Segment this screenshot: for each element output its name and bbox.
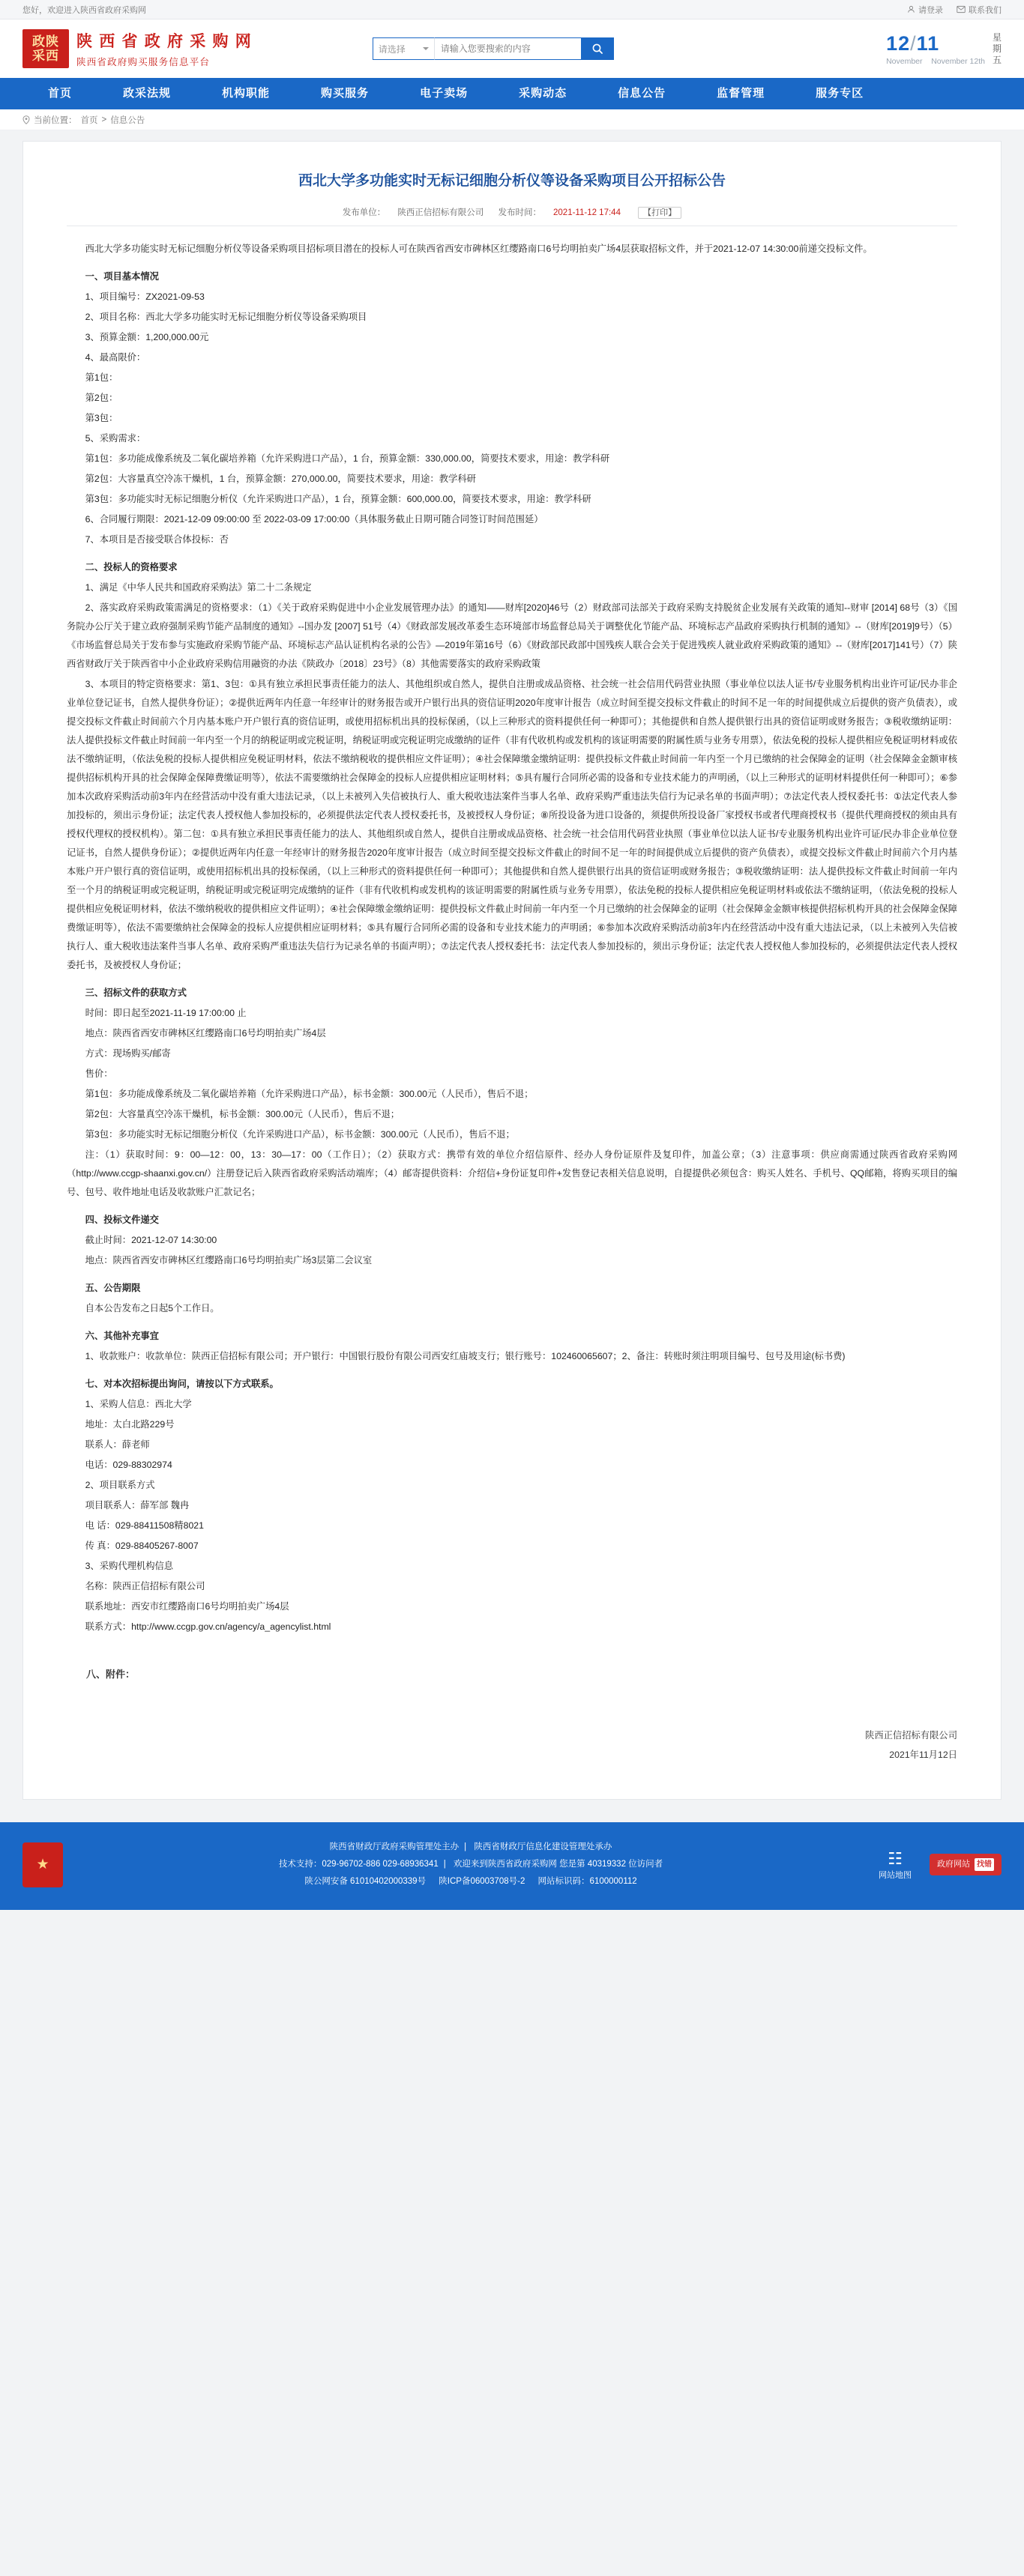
doc-paragraph: 自本公告发布之日起5个工作日。 [85,1303,220,1313]
breadcrumb-sep: > [101,115,107,124]
utility-bar [0,0,1024,19]
sitemap-icon: ☷ [888,1848,903,1868]
print-button[interactable]: 【打印】 [638,207,681,219]
footer-support: 技术支持：029-96702-886 029-68936341 [278,1860,439,1869]
footer-police-record[interactable]: 陕公网安备 61010402000339号 [304,1877,427,1886]
search-input[interactable] [434,37,581,60]
user-icon [907,5,915,13]
signature-company: 陕西正信招标有限公司 [865,1730,957,1741]
welcome-text: 您好，欢迎进入陕西省政府采购网 [22,5,146,15]
date-month-en: November [886,56,923,66]
date-widget [886,32,1002,66]
search-icon [591,43,603,55]
contact-link[interactable] [957,4,1002,16]
doc-paragraph: 第1包：多功能成像系统及二氧化碳培养箱（允许采购进口产品），标书金额：300.00元（人民币），售后不退； [85,1089,534,1099]
nav-item-policy[interactable]: 政采法规 [123,87,172,100]
document-meta [67,206,957,226]
doc-paragraph: 2、落实政府采购政策需满足的资格要求：（1）《关于政府采购促进中小企业发展管理办法》的通知——财库[2020]46号（2）财政部司法部关于政府采购支持脱贫企业发展有关政策的通知--财审 [2014] 68号（3）《国务院办公厅关于建立政府强制采购节能产品制度的通知》--国办发 [2007] 51号（4）《财政部发展改革委生态环境部市场监督总局关于调整优化节能产品、环境标志产品政府采购执行机制的通知》--（财库[2019]9号）（5）《市场监督总局关于发布参与实施政府采购节能产品、环境标志产品认证机构名录的公告》—2019年第16号（6）《财政部民政部中国残疾人联合会关于促进残疾人就业政府采购政策的通知》--（财库[2017]141号）（7）陕西省财政厅关于陕西省中小企业政府采购信用融资的办法《陕政办〔2018〕23号》（8）其他需要落实的政府采购政策 [67,602,957,669]
doc-paragraph: 售价： [85,1068,113,1079]
footer-icp[interactable]: 陕ICP备06003708号-2 [439,1877,525,1886]
weekday-line3: 五 [992,54,1002,65]
doc-paragraph: 7、本项目是否接受联合体投标：否 [85,534,229,545]
site-subtitle: 陕西省政府购买服务信息平台 [76,57,211,67]
doc-paragraph: 五、公告期限 [85,1283,141,1293]
sitemap-label: 网站地图 [879,1870,912,1880]
logo-mark-line2: 采西 [32,49,59,63]
doc-paragraph: 联系方式：http://www.ccgp.gov.cn/agency/a_agencylist.html [85,1621,331,1632]
nav-item-supervision[interactable]: 监督管理 [717,87,765,100]
signature-date: 2021年11月12日 [889,1750,957,1760]
doc-paragraph: 3、本项目的特定资格要求：第1、3包：①具有独立承担民事责任能力的法人、其他组织或自然人，提供自注册或成品资格、社会统一社会信用代码营业执照（事业单位以法人证书/专业服务机构出业许可证/民办非企业单位登记证书，自然人提供身份证）；②提供近两年内任意一年经审计的财务报告或开户银行出具的资信证明2020年度审计报告（成立时间至提交投标文件截止的时间不足一年的时间提供成立后提供的资产负债表），或提交投标文件截止时间前六个月内基本账户开户银行真的资信证明，或使用招标机出具的投标保函，（以上三种形式的资料提供任何一种即可）；其他提供和自然人提供银行出具的资信证明或财务报告；③税收缴纳证明：法人提供投标文件截止时间前一年内至一个月的纳税证明或完税证明，纳税证明或完税证明完成缴纳的证件（非有代收机构或发机构的该证明需要的附属性质与业务专用票），依法免税的投标人提供相应免税证明材料或依法不缴纳证明，（依法免税的投标人提供相应免税证明材料，依法不缴纳税收的提供相应文件证明）；④社会保障缴金缴纳证明：提供投标文件截止时间前一年内至一个月已缴纳的社会保障金的证明（社会保障金金额审核提供招标机构开具的社会保障金保障费缴证明等），依法不需要缴纳社会保障金的投标人应提供相应证明材料；⑤具有履行合同所必需的设备和专业技术能力的声明函，（以上三种形式的证明材料提供任何一种即可）；⑥参加本次政府采购活动前3年内在经营活动中没有重大违法记录，（以上未被列入失信被执行人、重大税收违法案件当事人名单、政府采购严重违法失信行为记录名单的书面声明）；⑦法定代表人授权委托书：①法定代表人参加投标的，须出示身份证；法定代表人授权他人参加投标的，必须提供法定代表人授权委托书，及被授权人身份证；⑧所投设备为进口设备的，须提供所投设备厂家授权书或者代理商授权书（提供代理商授权的须由具有授权代理权的授权机构）。第二包：①具有独立承担民事责任能力的法人、其他组织或自然人，提供自注册或成品资格、社会统一社会信用代码营业执照（事业单位以法人证书/专业服务机构出业许可证/民办非企业单位登记证书，自然人提供身份证）；②提供近两年内任意一年经审计的财务报告2020年度审计报告（成立时间至提交投标文件截止的时间不足一年的时间提供成立后提供的资产负债表），或提交投标文件截止时间前六个月内基本账户开户银行真的资信证明，或使用招标机出具的投标保函，（以上三种形式的资料提供任何一种即可）；其他提供和自然人提供银行出具的资信证明或财务报告；③税收缴纳证明：法人提供投标文件截止时间前一年内至一个月的纳税证明或完税证明，纳税证明或完税证明完成缴纳的证件（非有代收机构或发机构的该证明需要的附属性质与业务专用票），依法免税的投标人提供相应免税证明材料或依法不缴纳证明，（依法免税的投标人提供相应免税证明材料，依法不缴纳税收的提供相应文件证明）；④社会保障缴金缴纳证明：提供投标文件截止时间前一年内至一个月已缴纳的社会保障金的证明（社会保障金金额审核提供招标机构开具的社会保障金保障费缴证明等），依法不需要缴纳社会保障金的投标人应提供相应证明材料；⑤具有履行合同所必需的设备和专业技术能力的声明函；⑥参加本次政府采购活动前3年内在经营活动中没有重大违法记录，（以上未被列入失信被执行人、重大税收违法案件当事人名单、政府采购严重违法失信行为记录名单的书面声明）；⑦法定代表人授权委托书：法定代表人参加投标的，须出示身份证；法定代表人授权他人参加投标的，必须提供法定代表人授权委托书，及被授权人身份证； [67,679,957,970]
doc-paragraph: 3、采购代理机构信息 [85,1561,174,1571]
breadcrumb-item-home[interactable]: 首页 [80,115,98,125]
doc-paragraph: 截止时间：2021-12-07 14:30:00 [85,1235,217,1245]
gov-badge-main: 政府网站 [937,1860,970,1869]
doc-paragraph: 一、项目基本情况 [85,271,159,282]
doc-paragraph: 时间：即日起至2021-11-19 17:00:00 止 [85,1008,247,1018]
date-separator: / [910,31,917,55]
search-category-select[interactable] [373,37,434,60]
publisher-value: 陕西正信招标有限公司 [397,208,484,217]
doc-paragraph: 地点：陕西省西安市碑林区红缨路南口6号均明拍卖广场4层 [85,1028,326,1038]
gov-badge-sub: 找错 [975,1858,994,1871]
nav-item-service-zone[interactable]: 服务专区 [816,87,864,100]
location-icon [22,115,30,124]
date-day: 11 [916,31,940,55]
date-month: 12 [886,31,911,55]
doc-paragraph: 传 真：029-88405267-8007 [85,1541,199,1551]
government-emblem-icon [22,1842,63,1887]
doc-paragraph: 1、满足《中华人民共和国政府采购法》第二十二条规定 [85,582,312,593]
weekday-label [993,32,1002,66]
doc-paragraph: 第3包：多功能实时无标记细胞分析仪（允许采购进口产品），1 台，预算金额：600,000.00，简要技术要求，用途：教学科研 [85,494,591,504]
breadcrumb-item-announcements[interactable]: 信息公告 [110,115,145,125]
publisher-label: 发布单位： [342,208,386,217]
doc-paragraph: 1、采购人信息：西北大学 [85,1399,192,1409]
doc-paragraph: 第3包： [85,413,118,423]
doc-paragraph: 三、招标文件的获取方式 [85,988,187,998]
doc-paragraph: 地址：太白北路229号 [85,1419,175,1430]
logo-mark-line1: 政陕 [32,34,59,49]
logo-mark-icon [22,29,69,68]
doc-paragraph: 5、采购需求： [85,433,146,444]
doc-paragraph: 第2包：大容量真空冷冻干燥机，标书金额：300.00元（人民币），售后不退； [85,1109,400,1119]
doc-paragraph: 二、投标人的资格要求 [85,562,178,572]
signature-block [67,1726,957,1765]
site-footer: ★ 陕西省财政厅政府采购管理处主办 | 陕西省财政厅信息化建设管理处承办 技术支持：029-96702-886 029-68936341 | 欢迎来到陕西省政府采购网 您是第 40319332 位访问者 陕公网安备 61010402000339号 陕ICP备06003708号-2 网站标识码：6100000112 ☷ 网站地图 政府网站 找错 [0,1822,1024,1910]
date-day-en: November 12th [931,56,985,66]
doc-paragraph: 六、其他补充事宜 [85,1331,159,1341]
nav-item-news[interactable]: 采购动态 [519,87,567,100]
page-title: 西北大学多功能实时无标记细胞分析仪等设备采购项目公开招标公告 [298,173,726,189]
footer-visits: 欢迎来到陕西省政府采购网 您是第 40319332 位访问者 [453,1860,663,1869]
doc-paragraph: 2、项目名称：西北大学多功能实时无标记细胞分析仪等设备采购项目 [85,312,367,322]
doc-paragraph: 西北大学多功能实时无标记细胞分析仪等设备采购项目招标项目潜在的投标人可在陕西省西安市碑林区红缨路南口6号均明拍卖广场4层获取招标文件，并于2021-12-07 14:30:00前递交投标文件。 [85,244,873,254]
footer-sponsor: 陕西省财政厅政府采购管理处主办 [329,1842,460,1851]
emblem-star: ★ [36,1857,49,1872]
document-card [22,141,1002,1800]
document-body [67,240,957,1636]
weekday-line1: 星 [992,31,1002,43]
site-logo[interactable] [22,29,253,68]
doc-paragraph: 1、项目编号：ZX2021-09-53 [85,291,205,302]
nav-item-functions[interactable]: 机构职能 [222,87,271,100]
weekday-line2: 期 [992,43,1002,54]
nav-item-home[interactable]: 首页 [48,87,73,100]
doc-paragraph: 第3包：多功能实时无标记细胞分析仪（允许采购进口产品），标书金额：300.00元（人民币），售后不退； [85,1129,515,1140]
doc-paragraph: 6、合同履行期限：2021-12-09 09:00:00 至 2022-03-09 17:00:00（具体服务截止日期可随合同签订时间范围延） [85,514,543,524]
chevron-down-icon [423,47,429,53]
doc-paragraph: 七、对本次招标提出询问，请按以下方式联系。 [85,1379,279,1389]
footer-site-id: 网站标识码：6100000112 [537,1877,637,1886]
doc-paragraph: 4、最高限价： [85,352,146,363]
search-category-value: 请选择 [378,43,406,55]
gov-site-report-badge[interactable] [930,1854,1002,1875]
doc-paragraph: 四、投标文件递交 [85,1215,159,1225]
publish-time-value: 2021-11-12 17:44 [553,208,621,217]
doc-paragraph: 第2包：大容量真空冷冻干燥机，1 台，预算金额：270,000.00，简要技术要求，用途：教学科研 [85,474,476,484]
nav-item-emarket[interactable]: 电子卖场 [420,87,469,100]
breadcrumb [0,109,1024,130]
attachment-section: 八、附件： [86,1669,136,1680]
doc-paragraph: 第2包： [85,393,118,403]
login-link-label: 请登录 [918,5,943,15]
nav-item-purchase-service[interactable]: 购买服务 [321,87,370,100]
footer-operator: 陕西省财政厅信息化建设管理处承办 [474,1842,612,1851]
doc-paragraph: 项目联系人：薛军部 魏冉 [85,1500,190,1511]
doc-paragraph: 联系人：薛老师 [85,1439,150,1450]
site-title: 陕 西 省 政 府 采 购 网 [76,32,253,50]
doc-paragraph: 方式：现场购买/邮寄 [85,1048,171,1059]
nav-item-announcements[interactable]: 信息公告 [618,87,666,100]
search-bar [373,37,614,60]
sitemap-link[interactable] [879,1849,912,1881]
doc-paragraph: 联系地址：西安市红缨路南口6号均明拍卖广场4层 [85,1601,289,1612]
doc-paragraph: 1、收款账户：收款单位：陕西正信招标有限公司；开户银行：中国银行股份有限公司西安红庙坡支行；银行账号：102460065607；2、备注：转账时须注明项目编号、包号及用途(标书费) [85,1351,846,1361]
search-button[interactable] [581,37,614,60]
doc-paragraph: 2、项目联系方式 [85,1480,155,1490]
doc-paragraph: 电话：029-88302974 [85,1460,172,1470]
contact-link-label: 联系我们 [969,5,1002,15]
breadcrumb-prefix: 当前位置： [34,115,77,125]
mail-icon [957,5,966,13]
doc-paragraph: 3、预算金额：1,200,000.00元 [85,332,209,342]
main-nav [0,78,1024,109]
content-area [0,130,1024,1822]
doc-paragraph: 电 话：029-88411508精8021 [85,1520,204,1531]
doc-paragraph: 名称：陕西正信招标有限公司 [85,1581,205,1591]
site-header [0,19,1024,78]
doc-paragraph: 第1包： [85,372,118,383]
doc-paragraph: 第1包：多功能成像系统及二氧化碳培养箱（允许采购进口产品），1 台，预算金额：330,000.00，简要技术要求，用途：教学科研 [85,453,610,464]
doc-paragraph: 注：（1）获取时间：9：00—12：00，13：30—17：00（工作日）；（2）获取方式：携带有效的单位介绍信原件、经办人身份证原件及复印件，加盖公章；（3）注意事项：供应商需通过陕西省政府采购网（http://www.ccgp-shaanxi.gov.cn/）注册登记后入陕西省政府采购活动端库；（4）邮寄提供资料：介绍信+身份证复印件+发售登记表相关信息说明，自提提供必须包含：购买人姓名、手机号、QQ邮箱，将购买项目的编号、包号、收件地址电话及收款账户汇款记名； [67,1149,957,1197]
doc-paragraph: 地点：陕西省西安市碑林区红缨路南口6号均明拍卖广场3层第二会议室 [85,1255,373,1266]
publish-time-label: 发布时间： [498,208,542,217]
login-link[interactable] [907,4,943,16]
